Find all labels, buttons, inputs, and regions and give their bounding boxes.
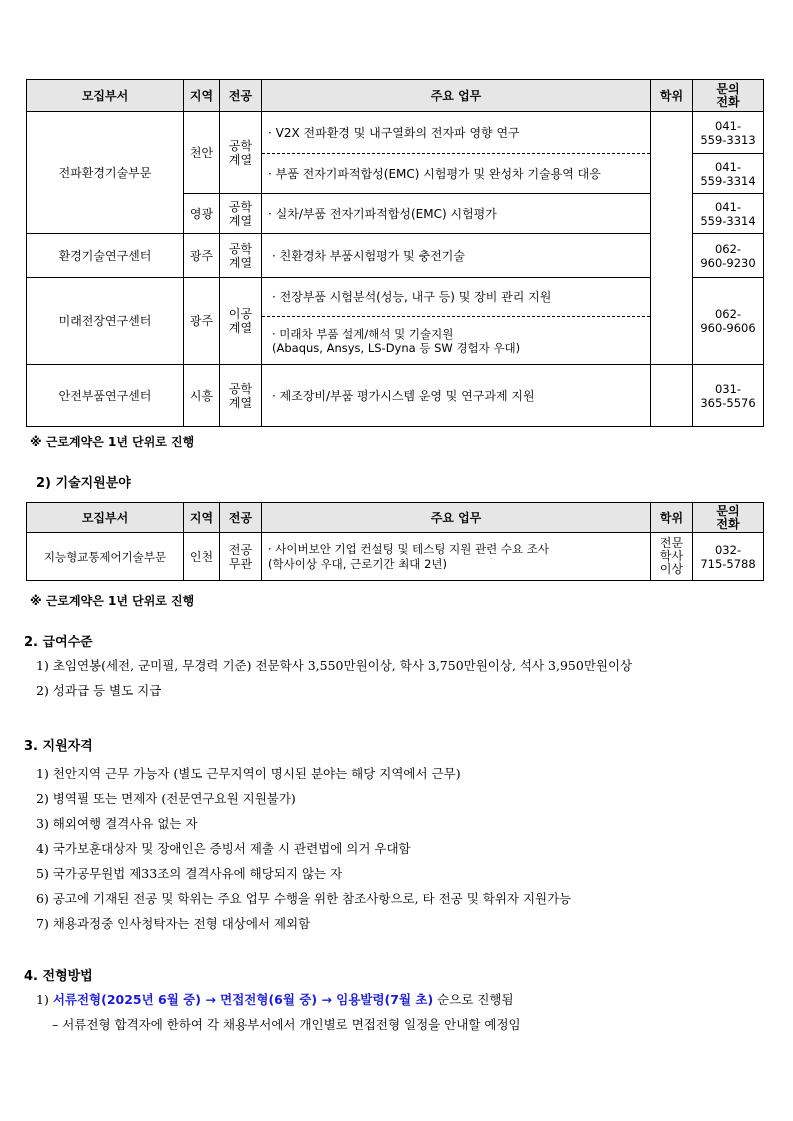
contact-cell: 062- 960-9606 <box>693 278 764 365</box>
qualification-item: 2) 병역필 또는 면제자 (전문연구요원 지원불가) <box>36 791 296 806</box>
contact-cell: 032- 715-5788 <box>693 533 764 581</box>
table-row <box>27 365 764 427</box>
region-cell: 광주 <box>184 234 220 278</box>
table-row <box>27 112 764 154</box>
contact-cell: 041- 559-3314 <box>693 194 764 234</box>
header-region: 지역 <box>184 503 220 533</box>
dept-cell: 안전부품연구센터 <box>27 365 184 427</box>
header-contact: 문의 전화 <box>693 503 764 533</box>
region-cell: 영광 <box>184 194 220 234</box>
duty-cell: · 전장부품 시험분석(성능, 내구 등) 및 장비 관리 지원 <box>262 278 651 317</box>
header-dept: 모집부서 <box>27 503 184 533</box>
table-header-row <box>27 503 764 533</box>
header-degree: 학위 <box>651 503 693 533</box>
recruit-table-tech <box>26 502 764 581</box>
header-contact: 문의 전화 <box>693 80 764 112</box>
major-cell: 공학 계열 <box>220 194 262 234</box>
qualification-item: 5) 국가공무원법 제33조의 결격사유에 해당되지 않는 자 <box>36 866 343 881</box>
contract-note: ※ 근로계약은 1년 단위로 진행 <box>30 594 195 608</box>
section-title-process: 4. 전형방법 <box>24 969 93 984</box>
process-note: – 서류전형 합격자에 한하여 각 채용부서에서 개인별로 면접전형 일정을 안내할 예정임 <box>52 1017 521 1032</box>
degree-cell <box>651 112 693 365</box>
header-major: 전공 <box>220 503 262 533</box>
qualification-item: 6) 공고에 기재된 전공 및 학위는 주요 업무 수행을 위한 참조사항으로, 타 전공 및 학위자 지원가능 <box>36 891 572 906</box>
region-cell: 인천 <box>184 533 220 581</box>
dept-cell: 지능형교통제어기술부문 <box>27 533 184 581</box>
major-cell: 공학 계열 <box>220 365 262 427</box>
table-header-row <box>27 80 764 112</box>
header-duty: 주요 업무 <box>262 503 651 533</box>
duty-cell: · 부품 전자기파적합성(EMC) 시험평가 및 완성차 기술용역 대응 <box>262 154 651 194</box>
contract-note: ※ 근로계약은 1년 단위로 진행 <box>30 435 195 449</box>
header-duty: 주요 업무 <box>262 80 651 112</box>
major-cell: 전공 무관 <box>220 533 262 581</box>
salary-item: 2) 성과급 등 별도 지급 <box>36 683 162 698</box>
degree-cell: 전문 학사 이상 <box>651 533 693 581</box>
dept-cell: 환경기술연구센터 <box>27 234 184 278</box>
header-region: 지역 <box>184 80 220 112</box>
section-title-qualification: 3. 지원자격 <box>24 739 93 754</box>
dept-cell: 전파환경기술부문 <box>27 112 184 234</box>
duty-cell: · 친환경차 부품시험평가 및 충전기술 <box>262 234 651 278</box>
process-flow: 서류전형(2025년 6월 중) → 면접전형(6월 중) → 임용발령(7월 초) <box>52 992 434 1007</box>
process-step <box>36 990 514 1008</box>
major-cell: 공학 계열 <box>220 112 262 194</box>
contact-cell: 031- 365-5576 <box>693 365 764 427</box>
qualification-item: 3) 해외여행 결격사유 없는 자 <box>36 816 198 831</box>
salary-item: 1) 초임연봉(세전, 군미필, 무경력 기준) 전문학사 3,550만원이상, 학사 3,750만원이상, 석사 3,950만원이상 <box>36 658 633 673</box>
recruit-table-main <box>26 79 764 427</box>
table-row <box>27 533 764 581</box>
dept-cell: 미래전장연구센터 <box>27 278 184 365</box>
qualification-item: 4) 국가보훈대상자 및 장애인은 증빙서 제출 시 관련법에 의거 우대함 <box>36 841 411 856</box>
contact-cell: 062- 960-9230 <box>693 234 764 278</box>
region-cell: 광주 <box>184 278 220 365</box>
process-step-number: 1) <box>36 992 49 1007</box>
duty-cell: · 미래차 부품 설계/해석 및 기술지원 (Abaqus, Ansys, LS-Dyna 등 SW 경험자 우대) <box>262 317 651 365</box>
qualification-item: 7) 채용과정중 인사청탁자는 전형 대상에서 제외함 <box>36 916 311 931</box>
header-dept: 모집부서 <box>27 80 184 112</box>
header-degree: 학위 <box>651 80 693 112</box>
process-step-suffix: 순으로 진행됨 <box>433 992 514 1007</box>
duty-cell: · 제조장비/부품 평가시스템 운영 및 연구과제 지원 <box>262 365 651 427</box>
header-major: 전공 <box>220 80 262 112</box>
major-cell: 공학 계열 <box>220 234 262 278</box>
qualification-item: 1) 천안지역 근무 가능자 (별도 근무지역이 명시된 분야는 해당 지역에서 근무) <box>36 766 461 781</box>
section-title-salary: 2. 급여수준 <box>24 635 93 650</box>
region-cell: 천안 <box>184 112 220 194</box>
major-cell: 이공 계열 <box>220 278 262 365</box>
section-title-tech-support: 2) 기술지원분야 <box>36 476 131 491</box>
contact-cell: 041- 559-3313 <box>693 112 764 154</box>
contact-cell: 041- 559-3314 <box>693 154 764 194</box>
duty-cell: · V2X 전파환경 및 내구열화의 전자파 영향 연구 <box>262 112 651 154</box>
duty-cell: · 실차/부품 전자기파적합성(EMC) 시험평가 <box>262 194 651 234</box>
degree-cell <box>651 365 693 427</box>
region-cell: 시흥 <box>184 365 220 427</box>
duty-cell: · 사이버보안 기업 컨설팅 및 테스팅 지원 관련 수요 조사 (학사이상 우대, 근로기간 최대 2년) <box>262 533 651 581</box>
